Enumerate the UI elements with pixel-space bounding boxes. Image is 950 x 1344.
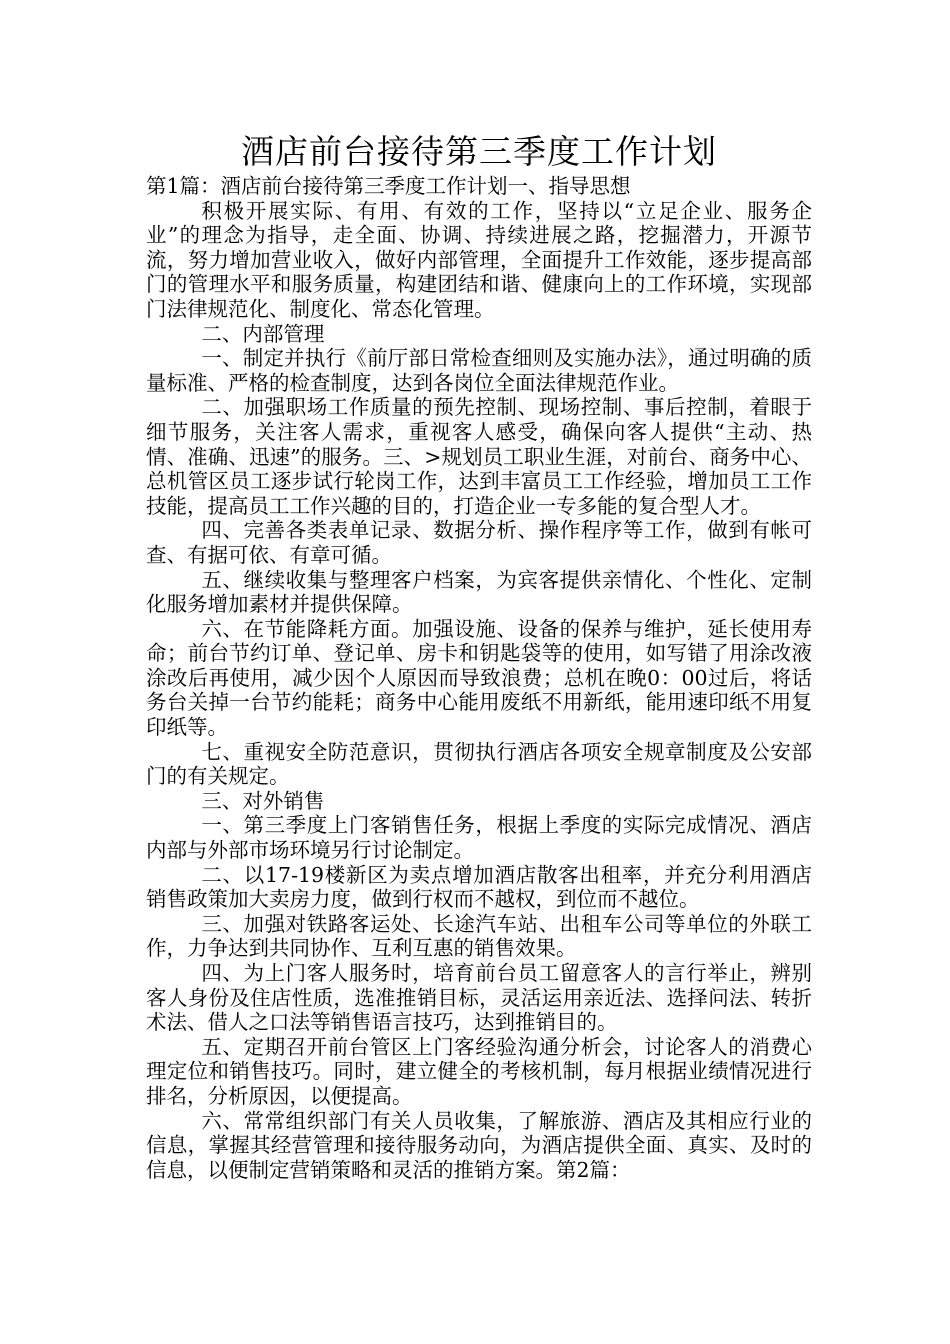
paragraph: 四、为上门客人服务时，培育前台员工留意客人的言行举止，辨别客人身份及住店性质，选准推销目标，灵活运用亲近法、选择问法、转折术法、借人之口法等销售语言技巧，达到推销目的。 <box>146 961 812 1035</box>
paragraph: 二、以17-19楼新区为卖点增加酒店散客出租率，并充分利用酒店销售政策加大卖房力度，做到行权而不越权，到位而不越位。 <box>146 862 812 912</box>
paragraph: 六、常常组织部门有关人员收集，了解旅游、酒店及其相应行业的信息，掌握其经营管理和接待服务动向，为酒店提供全面、真实、及时的信息，以便制定营销策略和灵活的推销方案。第2篇： <box>146 1108 812 1182</box>
paragraph: 四、完善各类表单记录、数据分析、操作程序等工作，做到有帐可查、有据可依、有章可循。 <box>146 518 812 567</box>
paragraph: 三、加强对铁路客运处、长途汽车站、出租车公司等单位的外联工作，力争达到共同协作、互利互惠的销售效果。 <box>146 911 812 961</box>
paragraph: 一、制定并执行《前厅部日常检查细则及实施办法》，通过明确的质量标准、严格的检查制度，达到各岗位全面法律规范作业。 <box>146 346 812 395</box>
document-body <box>146 174 812 1182</box>
paragraph: 七、重视安全防范意识，贯彻执行酒店各项安全规章制度及公安部门的有关规定。 <box>146 739 812 789</box>
paragraph: 积极开展实际、有用、有效的工作，坚持以“立足企业、服务企业”的理念为指导，走全面、协调、持续进展之路，挖掘潜力，开源节流，努力增加营业收入，做好内部管理，全面提升工作效能，逐步提高部门的管理水平和服务质量，构建团结和谐、健康向上的工作环境，实现部门法律规范化、制度化、常态化管理。 <box>146 198 812 321</box>
document-title: 酒店前台接待第三季度工作计划 <box>241 132 717 171</box>
section-heading: 二、内部管理 <box>201 321 325 346</box>
document-page <box>146 130 812 1182</box>
section-heading: 三、对外销售 <box>201 788 325 813</box>
paragraph: 五、定期召开前台管区上门客经验沟通分析会，讨论客人的消费心理定位和销售技巧。同时，建立健全的考核机制，每月根据业绩情况进行排名，分析原因，以便提高。 <box>146 1034 812 1108</box>
paragraph: 二、加强职场工作质量的预先控制、现场控制、事后控制，着眼于细节服务，关注客人需求，重视客人感受，确保向客人提供“主动、热情、准确、迅速”的服务。三、>规划员工职业生涯，对前台、商务中心、总机管区员工逐步试行轮岗工作，达到丰富员工工作经验，增加员工工作技能，提高员工工作兴趣的目的，打造企业一专多能的复合型人才。 <box>146 395 812 518</box>
paragraph: 第1篇：酒店前台接待第三季度工作计划一、指导思想 <box>146 174 631 198</box>
paragraph: 五、继续收集与整理客户档案，为宾客提供亲情化、个性化、定制化服务增加素材并提供保障。 <box>146 567 812 617</box>
paragraph: 六、在节能降耗方面。加强设施、设备的保养与维护，延长使用寿命；前台节约订单、登记单、房卡和钥匙袋等的使用，如写错了用涂改液涂改后再使用，减少因个人原因而导致浪费；总机在晚0：00过后，将话务台关掉一台节约能耗；商务中心能用废纸不用新纸，能用速印纸不用复印纸等。 <box>146 616 812 740</box>
paragraph: 一、第三季度上门客销售任务，根据上季度的实际完成情况、酒店内部与外部市场环境另行讨论制定。 <box>146 813 812 863</box>
